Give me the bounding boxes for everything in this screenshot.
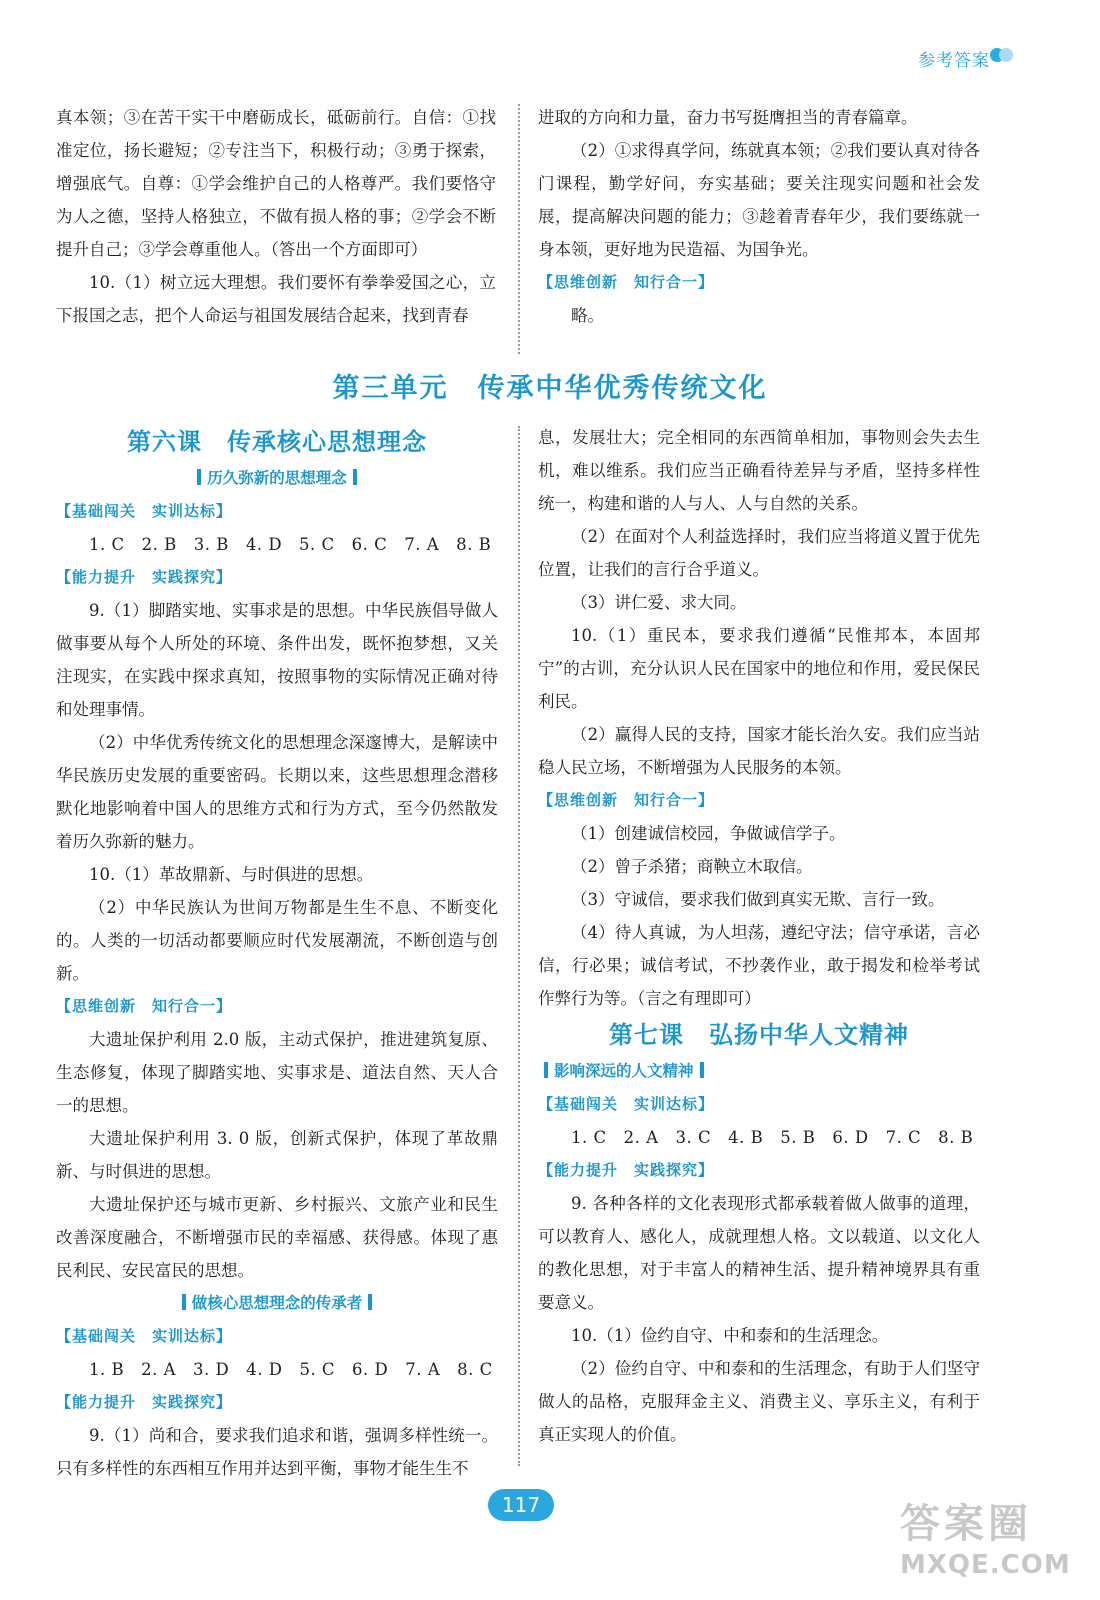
answer-list: 1. B 2. A 3. D 4. D 5. C 6. D 7. A 8. C bbox=[89, 1360, 493, 1379]
section-tag: 【思维创新 知行合一】 bbox=[56, 997, 233, 1015]
watermark-logo: 答案圈 MXQE.COM bbox=[900, 1501, 1071, 1580]
paragraph: （3）守诚信，要求我们做到真实无欺、言行一致。 bbox=[571, 890, 945, 909]
paragraph: （2）①求得真学问，练就真本领；②我们要认真对待各门课程，勤学好问，夯实基础；要关注现实问题和社会发展，提高解决问题的能力；③趁着青春年少，我们要练就一身本领，更好地为民造福、为国争光。 bbox=[538, 141, 980, 259]
paragraph: 9.（1）脚踏实地、实事求是的思想。中华民族倡导做人做事要从每个人所处的环境、条件出发，既怀抱梦想，又关注现实，在实践中探求真知，按照事物的实际情况正确对待和处理事情。 bbox=[56, 601, 498, 719]
answer-list: 1. C 2. A 3. C 4. B 5. B 6. D 7. C 8. B bbox=[571, 1128, 974, 1147]
right-column bbox=[538, 421, 980, 1451]
section-tag: 【基础闯关 实训达标】 bbox=[538, 1095, 715, 1113]
subsection-title: 历久弥新的思想理念 bbox=[56, 462, 498, 495]
paragraph: 进取的方向和力量，奋力书写挺膺担当的青春篇章。 bbox=[538, 108, 918, 127]
paragraph: 9.（1）尚和合，要求我们追求和谐，强调多样性统一。只有多样性的东西相互作用并达到平衡，事物才能生生不 bbox=[56, 1426, 498, 1478]
page-number: 117 bbox=[488, 1489, 554, 1521]
paragraph: （2）赢得人民的支持，国家才能长治久安。我们应当站稳人民立场，不断增强为人民服务的本领。 bbox=[538, 725, 980, 777]
lesson-title: 第六课 传承核心思想理念 bbox=[127, 428, 427, 456]
paragraph: （1）创建诚信校园，争做诚信学子。 bbox=[571, 824, 846, 843]
paragraph: （4）待人真诚，为人坦荡，遵纪守法；信守承诺，言必信，行必果；诚信考试，不抄袭作业，敢于揭发和检举考试作弊行为等。（言之有理即可） bbox=[538, 923, 980, 1008]
column-divider bbox=[518, 426, 520, 1466]
paragraph: （2）中华优秀传统文化的思想理念深邃博大，是解读中华民族历史发展的重要密码。长期以来，这些思想理念潜移默化地影响着中国人的思维方式和行为方式，至今仍然散发着历久弥新的魅力。 bbox=[56, 733, 498, 851]
section-tag: 【能力提升 实践探究】 bbox=[538, 1161, 715, 1179]
paragraph: （2）在面对个人利益选择时，我们应当将道义置于优先位置，让我们的言行合乎道义。 bbox=[538, 527, 980, 579]
section-tag: 【能力提升 实践探究】 bbox=[56, 1393, 233, 1411]
paragraph: （2）中华民族认为世间万物都是生生不息、不断变化的。人类的一切活动都要顺应时代发展潮流，不断创造与创新。 bbox=[56, 898, 498, 983]
left-column bbox=[56, 422, 498, 1485]
section-tag: 【基础闯关 实训达标】 bbox=[56, 502, 233, 520]
paragraph: 真本领；③在苦干实干中磨砺成长，砥砺前行。自信：①找准定位，扬长避短；②专注当下，积极行动；③勇于探索，增强底气。自尊：①学会维护自己的人格尊严。我们要恪守为人之德，坚持人格独立，不做有损人格的事；②学会不断提升自己；③学会尊重他人。（答出一个方面即可） bbox=[56, 108, 496, 259]
top-left-column bbox=[56, 101, 496, 332]
lesson-title: 第七课 弘扬中华人文精神 bbox=[609, 1021, 909, 1049]
paragraph: （2）俭约自守、中和泰和的生活理念，有助于人们坚守做人的品格，克服拜金主义、消费主义、享乐主义，有利于真正实现人的价值。 bbox=[538, 1359, 980, 1444]
paragraph: 略。 bbox=[571, 306, 604, 325]
header-label: 参考答案 bbox=[918, 51, 990, 71]
paragraph: 10.（1）俭约自守、中和泰和的生活理念。 bbox=[571, 1326, 889, 1345]
column-divider bbox=[518, 104, 520, 354]
paragraph: 大遗址保护利用 2.0 版，主动式保护，推进建筑复原、生态修复，体现了脚踏实地、实事求是、道法自然、天人合一的思想。 bbox=[56, 1030, 498, 1115]
paragraph: 10.（1）革故鼎新、与时俱进的思想。 bbox=[89, 865, 374, 884]
paragraph: （3）讲仁爱、求大同。 bbox=[571, 593, 747, 612]
header-dots-icon bbox=[990, 48, 1014, 64]
paragraph: 10.（1）重民本，要求我们遵循“民惟邦本，本固邦宁”的古训，充分认识人民在国家中的地位和作用，爱民保民利民。 bbox=[538, 626, 980, 711]
subsection-title: 影响深远的人文精神 bbox=[538, 1055, 980, 1088]
paragraph: 大遗址保护利用 3. 0 版，创新式保护，体现了革故鼎新、与时俱进的思想。 bbox=[56, 1129, 498, 1181]
paragraph: 9. 各种各样的文化表现形式都承载着做人做事的道理，可以教育人、感化人，成就理想人格。文以载道、以文化人的教化思想，对于丰富人的精神生活、提升精神境界具有重要意义。 bbox=[538, 1194, 980, 1312]
section-tag: 【基础闯关 实训达标】 bbox=[56, 1327, 233, 1345]
top-right-column bbox=[538, 101, 980, 332]
unit-title: 第三单元 传承中华优秀传统文化 bbox=[332, 373, 768, 404]
section-tag: 【能力提升 实践探究】 bbox=[56, 568, 233, 586]
section-tag: 【思维创新 知行合一】 bbox=[538, 273, 715, 291]
section-tag: 【思维创新 知行合一】 bbox=[538, 791, 715, 809]
paragraph: 大遗址保护还与城市更新、乡村振兴、文旅产业和民生改善深度融合，不断增强市民的幸福感、获得感。体现了惠民利民、安民富民的思想。 bbox=[56, 1195, 498, 1280]
paragraph: 息，发展壮大；完全相同的东西简单相加，事物则会失去生机，难以维系。我们应当正确看待差异与矛盾，坚持多样性统一，构建和谐的人与人、人与自然的关系。 bbox=[538, 428, 980, 513]
paragraph: 10.（1）树立远大理想。我们要怀有拳拳爱国之心，立下报国之志，把个人命运与祖国发展结合起来，找到青春 bbox=[56, 273, 496, 325]
subsection-title: 做核心思想理念的传承者 bbox=[56, 1287, 498, 1320]
answer-list: 1. C 2. B 3. B 4. D 5. C 6. C 7. A 8. B bbox=[89, 535, 492, 554]
paragraph: （2）曾子杀猪；商鞅立木取信。 bbox=[571, 857, 813, 876]
